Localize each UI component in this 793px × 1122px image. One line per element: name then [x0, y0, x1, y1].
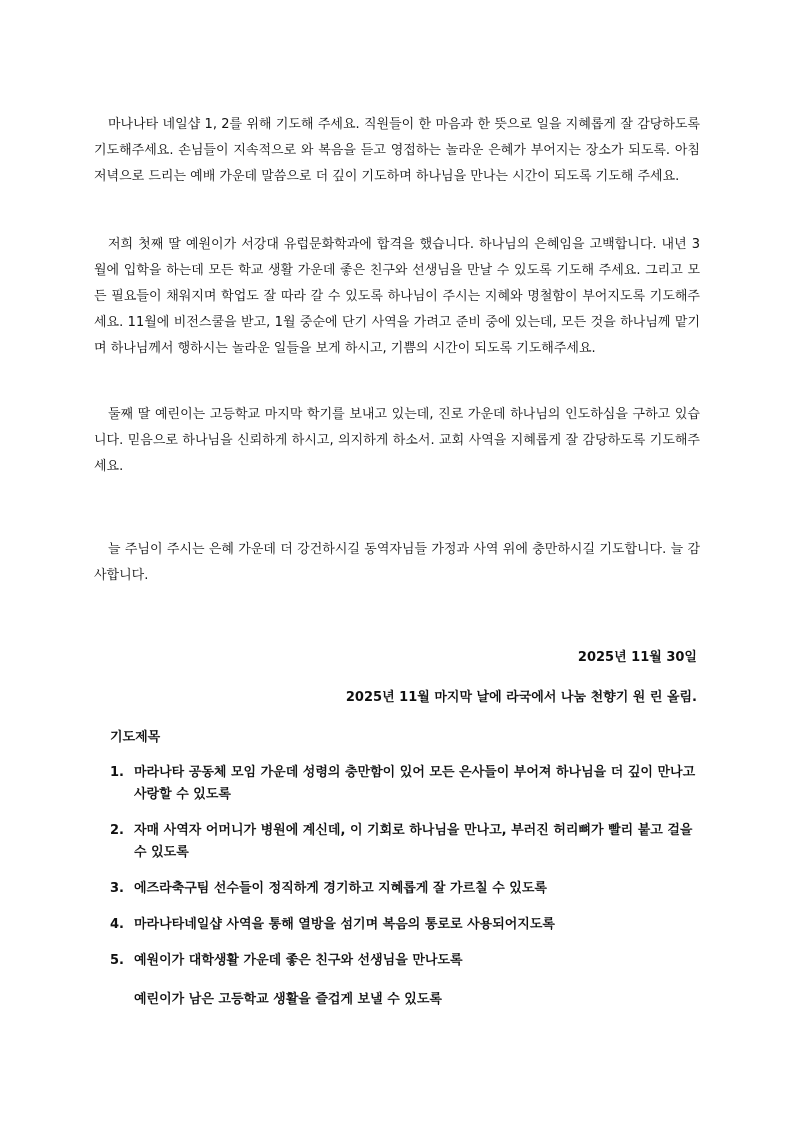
- prayer-item-text: 예원이가 대학생활 가운데 좋은 친구와 선생님을 만나도록: [134, 953, 463, 968]
- paragraph-second-daughter: 둘째 딸 예린이는 고등학교 마지막 학기를 보내고 있는데, 진로 가운데 하나님의 인도하심을 구하고 있습니다. 믿음으로 하나님을 신뢰하게 하시고, 의지하게 하소서. 교회 사역을 지혜롭게 잘 감당하도록 기도해주세요.: [94, 407, 700, 474]
- prayer-list-heading: 기도제목: [110, 730, 161, 745]
- paragraph-closing: 늘 주님이 주시는 은혜 가운데 더 강건하시길 동역자님들 가정과 사역 위에 충만하시길 기도합니다. 늘 감사합니다.: [94, 542, 700, 583]
- prayer-item-number: 3.: [110, 881, 124, 896]
- letter-signature: 2025년 11월 마지막 날에 라국에서 나눔 천향기 원 린 올림.: [345, 690, 697, 705]
- prayer-item: [110, 914, 700, 936]
- prayer-item-text: 마라나타네일샵 사역을 통해 열방을 섬기며 복음의 통로로 사용되어지도록: [134, 917, 555, 932]
- prayer-item-number: 1.: [110, 765, 124, 780]
- paragraph-nail-shop: 마나나타 네일샵 1, 2를 위해 기도해 주세요. 직원들이 한 마음과 한 뜻으로 일을 지혜롭게 잘 감당하도록 기도해주세요. 손님들이 지속적으로 와 복음을 듣고 영접하는 놀라운 은혜가 부어지는 장소가 되도록. 아침 저녁으로 드리는 예배 가운데 말씀으로 더 깊이 기도하며 하나님을 만나는 시간이 되도록 기도해 주세요.: [94, 117, 700, 184]
- prayer-list: [110, 762, 700, 986]
- prayer-item: [110, 950, 700, 972]
- paragraph-first-daughter: 저희 첫째 딸 예원이가 서강대 유럽문화학과에 합격을 했습니다. 하나님의 은혜임을 고백합니다. 내년 3월에 입학을 하는데 모든 학교 생활 가운데 좋은 친구와 선생님을 만날 수 있도록 기도해 주세요. 그리고 모든 필요들이 채워지며 학업도 잘 따라 갈 수 있도록 하나님이 주시는 지혜와 명철함이 부어지도록 기도해주세요. 11월에 비전스쿨을 받고, 1월 중순에 단기 사역을 가려고 준비 중에 있는데, 모든 것을 하나님께 맡기며 하나님께서 행하시는 놀라운 일들을 보게 하시고, 기쁨의 시간이 되도록 기도해주세요.: [94, 237, 700, 356]
- prayer-item-text: 자매 사역자 어머니가 병원에 계신데, 이 기회로 하나님을 만나고, 부러진 허리뼈가 빨리 붙고 걸을 수 있도록: [134, 823, 693, 860]
- prayer-item-number: 5.: [110, 953, 124, 968]
- letter-date: 2025년 11월 30일: [577, 650, 697, 665]
- prayer-item-text: 에즈라축구팀 선수들이 정직하게 경기하고 지혜롭게 잘 가르칠 수 있도록: [134, 881, 547, 896]
- prayer-item-text: 마라나타 공동체 모임 가운데 성령의 충만함이 있어 모든 은사들이 부어져 하나님을 더 깊이 만나고 사랑할 수 있도록: [134, 765, 696, 802]
- prayer-item-number: 4.: [110, 917, 124, 932]
- prayer-item-number: 2.: [110, 823, 124, 838]
- prayer-item-continuation: 예린이가 남은 고등학교 생활을 즐겁게 보낼 수 있도록: [134, 992, 442, 1007]
- prayer-item: [110, 762, 700, 806]
- prayer-item: [110, 820, 700, 864]
- prayer-item: [110, 878, 700, 900]
